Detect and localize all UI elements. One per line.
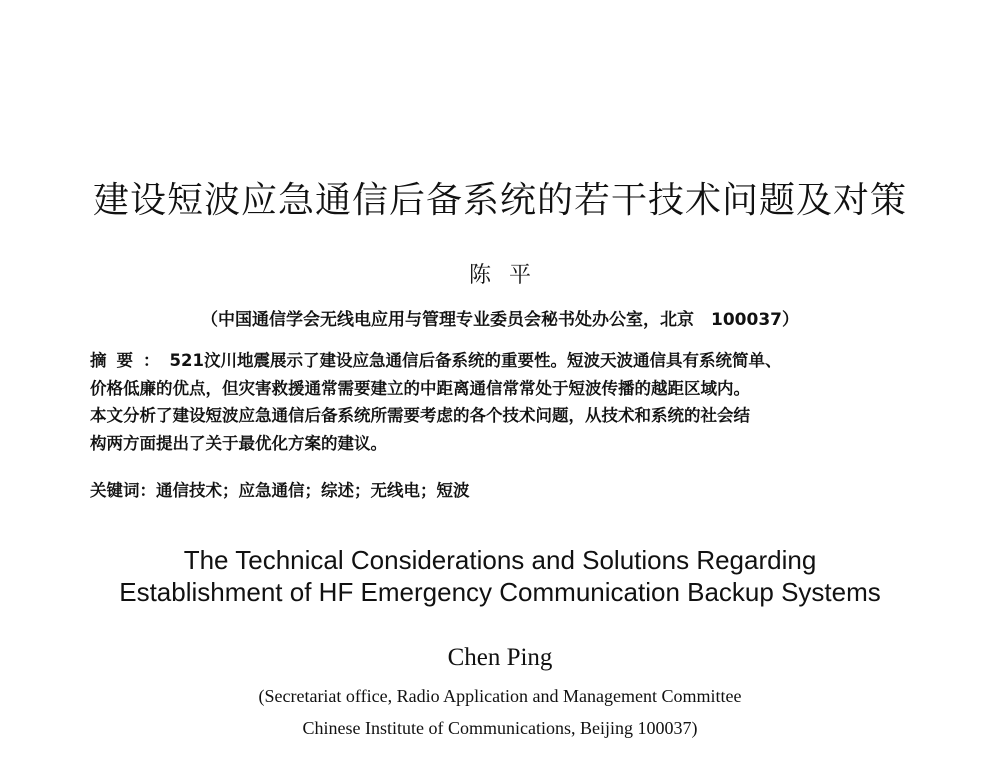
- keywords-label: 关键词：: [90, 481, 156, 500]
- english-affiliation-line: Chinese Institute of Communications, Beijing 100037): [302, 718, 698, 738]
- abstract-line: 价格低廉的优点，但灾害救援通常需要建立的中距离通信常常处于短波传播的越距区域内。: [90, 378, 750, 398]
- chinese-author: 陈平: [468, 263, 549, 288]
- chinese-title: 建设短波应急通信后备系统的若干技术问题及对策: [92, 180, 907, 221]
- english-title-line: The Technical Considerations and Solutions Regarding: [183, 545, 817, 575]
- abstract-line: 521汶川地震展示了建设应急通信后备系统的重要性。短波天波通信具有系统简单、: [169, 351, 782, 370]
- abstract-label: 摘要：: [90, 351, 170, 370]
- chinese-abstract: [90, 347, 915, 457]
- chinese-keywords: [90, 477, 915, 501]
- abstract-line: 本文分析了建设短波应急通信后备系统所需要考虑的各个技术问题，从技术和系统的社会结: [90, 406, 750, 425]
- english-title-line: Establishment of HF Emergency Communication Backup Systems: [119, 577, 881, 607]
- keywords-list: 通信技术；应急通信；综述；无线电；短波: [156, 481, 470, 500]
- english-author: Chen Ping: [447, 644, 553, 671]
- english-affiliation-line: (Secretariat office, Radio Application and Management Committee: [258, 686, 742, 706]
- abstract-line: 构两方面提出了关于最优化方案的建议。: [90, 433, 387, 453]
- chinese-affiliation: （中国通信学会无线电应用与管理专业委员会秘书处办公室，北京 100037）: [201, 310, 799, 330]
